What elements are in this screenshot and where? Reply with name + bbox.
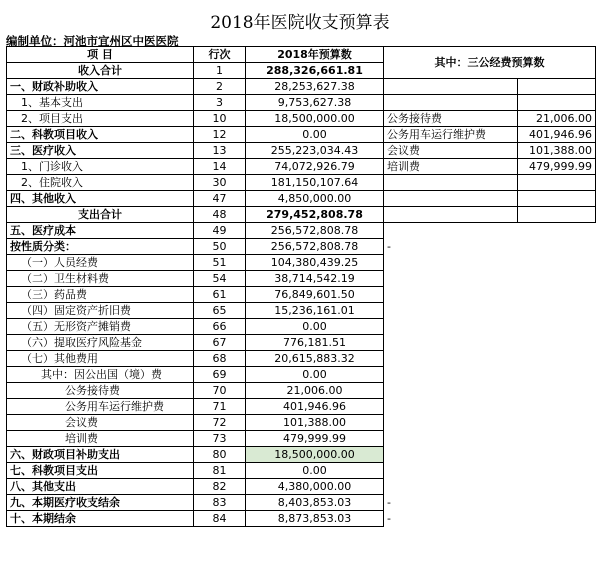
empty-cell bbox=[384, 223, 518, 239]
row-value: 256,572,808.78 bbox=[246, 239, 384, 255]
row-value: 21,006.00 bbox=[246, 383, 384, 399]
row-value: 4,850,000.00 bbox=[246, 191, 384, 207]
empty-cell bbox=[384, 95, 518, 111]
row-value: 9,753,627.38 bbox=[246, 95, 384, 111]
header-budget: 2018年预算数 bbox=[246, 47, 384, 63]
empty-cell bbox=[384, 191, 518, 207]
table-row bbox=[7, 271, 596, 287]
row-seq: 48 bbox=[194, 207, 246, 223]
header-item: 项 目 bbox=[7, 47, 194, 63]
row-value: 0.00 bbox=[246, 319, 384, 335]
header-three-public: 其中：三公经费预算数 bbox=[384, 47, 596, 79]
row-item: 九、本期医疗收支结余 bbox=[7, 495, 194, 511]
row-item: 会议费 bbox=[7, 415, 194, 431]
table-row bbox=[7, 479, 596, 495]
row-item: 八、其他支出 bbox=[7, 479, 194, 495]
empty-cell bbox=[384, 335, 518, 351]
row-item: 四、其他收入 bbox=[7, 191, 194, 207]
row-seq: 12 bbox=[194, 127, 246, 143]
table-row bbox=[7, 95, 596, 111]
three-public-value: 401,946.96 bbox=[518, 127, 596, 143]
empty-cell bbox=[384, 447, 518, 463]
row-item: 公务用车运行维护费 bbox=[7, 399, 194, 415]
table-row bbox=[7, 303, 596, 319]
table-row bbox=[7, 207, 596, 223]
row-value: 0.00 bbox=[246, 127, 384, 143]
empty-cell bbox=[518, 447, 596, 463]
empty-cell bbox=[518, 223, 596, 239]
three-public-value: 21,006.00 bbox=[518, 111, 596, 127]
table-row bbox=[7, 335, 596, 351]
empty-cell bbox=[518, 175, 596, 191]
table-row bbox=[7, 319, 596, 335]
row-value: 401,946.96 bbox=[246, 399, 384, 415]
three-public-name: 公务接待费 bbox=[384, 111, 518, 127]
empty-cell bbox=[518, 319, 596, 335]
row-seq: 65 bbox=[194, 303, 246, 319]
page-title: 2018年医院收支预算表 bbox=[210, 13, 390, 33]
row-item: 一、财政补助收入 bbox=[7, 79, 194, 95]
table-row bbox=[7, 383, 596, 399]
row-value: 18,500,000.00 bbox=[246, 111, 384, 127]
empty-cell bbox=[518, 479, 596, 495]
empty-cell bbox=[518, 207, 596, 223]
row-seq: 3 bbox=[194, 95, 246, 111]
header-seq: 行次 bbox=[194, 47, 246, 63]
table-row bbox=[7, 127, 596, 143]
row-seq: 54 bbox=[194, 271, 246, 287]
row-seq: 50 bbox=[194, 239, 246, 255]
row-value: 76,849,601.50 bbox=[246, 287, 384, 303]
row-item: 公务接待费 bbox=[7, 383, 194, 399]
row-value: 104,380,439.25 bbox=[246, 255, 384, 271]
table-row bbox=[7, 111, 596, 127]
empty-cell bbox=[518, 367, 596, 383]
empty-cell bbox=[518, 399, 596, 415]
row-value: 18,500,000.00 bbox=[246, 447, 384, 463]
empty-cell bbox=[384, 319, 518, 335]
empty-cell bbox=[518, 415, 596, 431]
row-value: 38,714,542.19 bbox=[246, 271, 384, 287]
table-row bbox=[7, 175, 596, 191]
table-row bbox=[7, 511, 596, 527]
empty-cell bbox=[384, 383, 518, 399]
row-extra: - bbox=[387, 511, 391, 525]
row-value: 0.00 bbox=[246, 367, 384, 383]
table-row bbox=[7, 79, 596, 95]
three-public-name: 会议费 bbox=[384, 143, 518, 159]
row-value: 776,181.51 bbox=[246, 335, 384, 351]
empty-cell bbox=[384, 207, 518, 223]
row-item: 二、科教项目收入 bbox=[7, 127, 194, 143]
empty-cell bbox=[518, 495, 596, 511]
row-seq: 30 bbox=[194, 175, 246, 191]
table-row bbox=[7, 367, 596, 383]
empty-cell bbox=[518, 463, 596, 479]
row-item: （七）其他费用 bbox=[7, 351, 194, 367]
table-row bbox=[7, 447, 596, 463]
row-seq: 72 bbox=[194, 415, 246, 431]
row-seq: 83 bbox=[194, 495, 246, 511]
row-item: 五、医疗成本 bbox=[7, 223, 194, 239]
empty-cell bbox=[384, 287, 518, 303]
row-seq: 67 bbox=[194, 335, 246, 351]
row-seq: 82 bbox=[194, 479, 246, 495]
row-value: 255,223,034.43 bbox=[246, 143, 384, 159]
table-row bbox=[7, 463, 596, 479]
table-row bbox=[7, 351, 596, 367]
empty-cell bbox=[518, 255, 596, 271]
row-item: 1、基本支出 bbox=[7, 95, 194, 111]
row-value: 479,999.99 bbox=[246, 431, 384, 447]
row-value: 256,572,808.78 bbox=[246, 223, 384, 239]
row-seq: 84 bbox=[194, 511, 246, 527]
table-row bbox=[7, 143, 596, 159]
row-seq: 81 bbox=[194, 463, 246, 479]
table-row bbox=[7, 399, 596, 415]
row-seq: 2 bbox=[194, 79, 246, 95]
row-seq: 68 bbox=[194, 351, 246, 367]
row-seq: 80 bbox=[194, 447, 246, 463]
compiling-unit: 编制单位：河池市宜州区中医医院 bbox=[6, 34, 179, 48]
row-value: 0.00 bbox=[246, 463, 384, 479]
row-seq: 49 bbox=[194, 223, 246, 239]
table-row bbox=[7, 239, 596, 255]
empty-cell bbox=[518, 511, 596, 527]
empty-cell bbox=[518, 95, 596, 111]
row-seq: 61 bbox=[194, 287, 246, 303]
row-value: 8,403,853.03 bbox=[246, 495, 384, 511]
table-row bbox=[7, 287, 596, 303]
row-item: （六）提取医疗风险基金 bbox=[7, 335, 194, 351]
three-public-name: 培训费 bbox=[384, 159, 518, 175]
empty-cell bbox=[384, 255, 518, 271]
row-extra: - bbox=[387, 495, 391, 509]
row-item: （四）固定资产折旧费 bbox=[7, 303, 194, 319]
row-item: 收入合计 bbox=[7, 63, 194, 79]
row-value: 181,150,107.64 bbox=[246, 175, 384, 191]
row-extra: - bbox=[387, 239, 391, 253]
empty-cell bbox=[518, 431, 596, 447]
row-item: 1、门诊收入 bbox=[7, 159, 194, 175]
empty-cell bbox=[384, 463, 518, 479]
empty-cell bbox=[518, 335, 596, 351]
table-row bbox=[7, 431, 596, 447]
row-item: 六、财政项目补助支出 bbox=[7, 447, 194, 463]
three-public-value: 479,999.99 bbox=[518, 159, 596, 175]
empty-cell bbox=[384, 415, 518, 431]
row-seq: 47 bbox=[194, 191, 246, 207]
row-item: 其中：因公出国（境）费 bbox=[7, 367, 194, 383]
row-seq: 1 bbox=[194, 63, 246, 79]
row-item: 支出合计 bbox=[7, 207, 194, 223]
empty-cell bbox=[518, 79, 596, 95]
row-item: （二）卫生材料费 bbox=[7, 271, 194, 287]
row-item: （三）药品费 bbox=[7, 287, 194, 303]
empty-cell bbox=[384, 175, 518, 191]
empty-cell bbox=[518, 239, 596, 255]
empty-cell bbox=[384, 399, 518, 415]
table-row bbox=[7, 255, 596, 271]
table-row bbox=[7, 223, 596, 239]
row-seq: 69 bbox=[194, 367, 246, 383]
row-item: 十、本期结余 bbox=[7, 511, 194, 527]
empty-cell bbox=[384, 479, 518, 495]
row-item: （五）无形资产摊销费 bbox=[7, 319, 194, 335]
table-row bbox=[7, 159, 596, 175]
empty-cell bbox=[518, 191, 596, 207]
budget-table bbox=[6, 46, 596, 527]
row-seq: 51 bbox=[194, 255, 246, 271]
three-public-name: 公务用车运行维护费 bbox=[384, 127, 518, 143]
empty-cell bbox=[384, 431, 518, 447]
row-value: 15,236,161.01 bbox=[246, 303, 384, 319]
row-item: 三、医疗收入 bbox=[7, 143, 194, 159]
row-seq: 10 bbox=[194, 111, 246, 127]
empty-cell bbox=[518, 271, 596, 287]
row-value: 8,873,853.03 bbox=[246, 511, 384, 527]
header-row bbox=[7, 47, 596, 63]
row-value: 74,072,926.79 bbox=[246, 159, 384, 175]
row-seq: 70 bbox=[194, 383, 246, 399]
table-row bbox=[7, 495, 596, 511]
row-item: 培训费 bbox=[7, 431, 194, 447]
row-seq: 73 bbox=[194, 431, 246, 447]
row-value: 20,615,883.32 bbox=[246, 351, 384, 367]
empty-cell bbox=[384, 79, 518, 95]
row-item: 按性质分类： bbox=[7, 239, 194, 255]
row-item: （一）人员经费 bbox=[7, 255, 194, 271]
empty-cell bbox=[384, 367, 518, 383]
row-value: 28,253,627.38 bbox=[246, 79, 384, 95]
empty-cell bbox=[518, 351, 596, 367]
row-seq: 71 bbox=[194, 399, 246, 415]
empty-cell bbox=[518, 383, 596, 399]
empty-cell bbox=[384, 303, 518, 319]
empty-cell bbox=[518, 287, 596, 303]
table-row bbox=[7, 415, 596, 431]
empty-cell bbox=[384, 271, 518, 287]
empty-cell bbox=[384, 351, 518, 367]
empty-cell bbox=[518, 303, 596, 319]
row-item: 2、住院收入 bbox=[7, 175, 194, 191]
row-seq: 66 bbox=[194, 319, 246, 335]
row-value: 4,380,000.00 bbox=[246, 479, 384, 495]
row-seq: 14 bbox=[194, 159, 246, 175]
row-item: 七、科教项目支出 bbox=[7, 463, 194, 479]
row-value: 279,452,808.78 bbox=[246, 207, 384, 223]
row-value: 101,388.00 bbox=[246, 415, 384, 431]
row-item: 2、项目支出 bbox=[7, 111, 194, 127]
three-public-value: 101,388.00 bbox=[518, 143, 596, 159]
row-seq: 13 bbox=[194, 143, 246, 159]
table-row bbox=[7, 191, 596, 207]
row-value: 288,326,661.81 bbox=[246, 63, 384, 79]
